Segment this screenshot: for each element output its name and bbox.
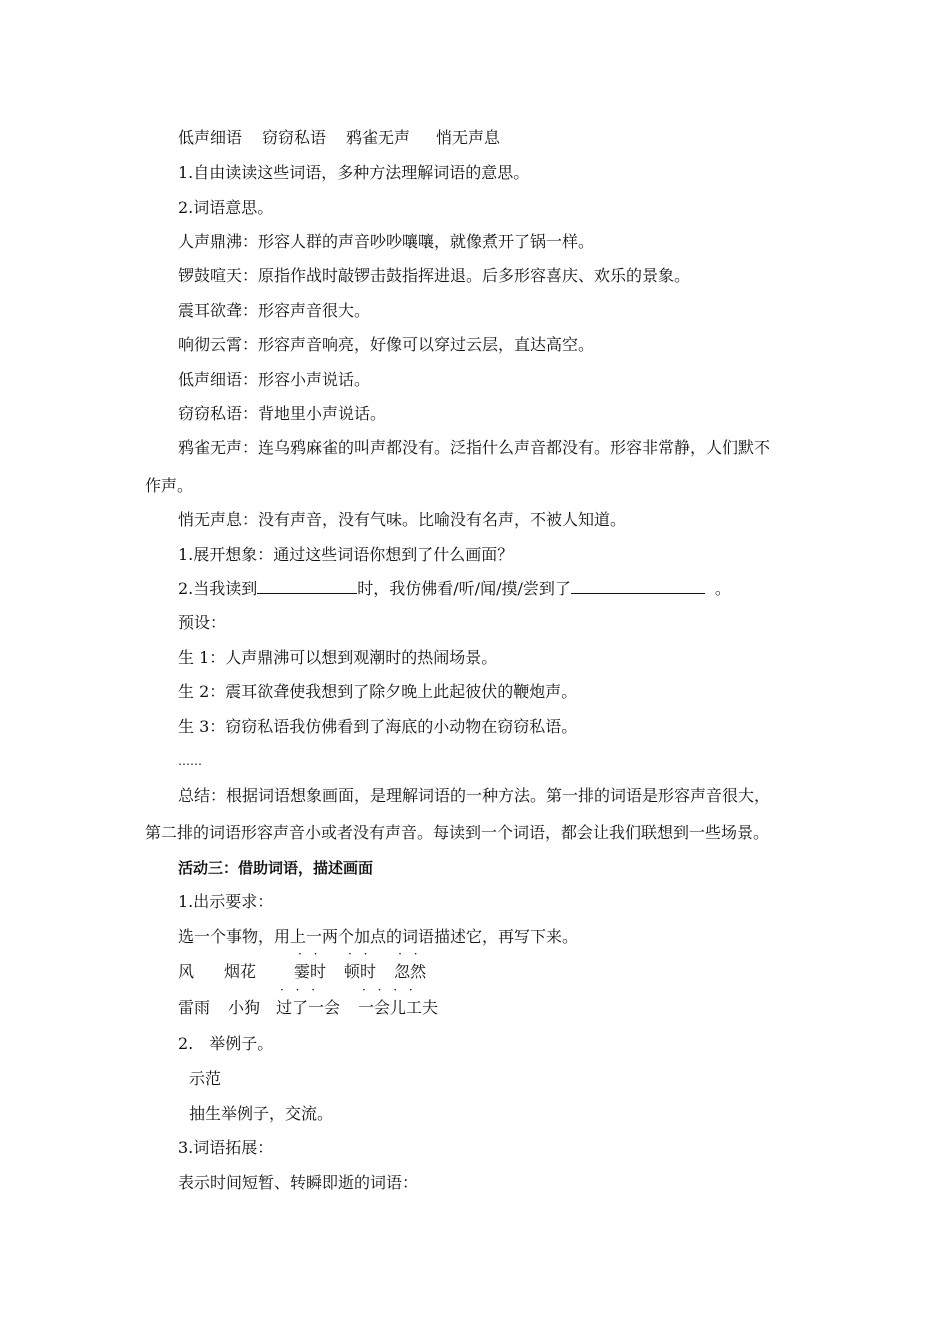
word-row-2 <box>178 998 438 1018</box>
word-list-row <box>178 128 500 148</box>
paragraph: 生 1：人声鼎沸可以想到观潮时的热闹场景。 <box>178 648 498 667</box>
word: 悄无声息 <box>436 128 501 147</box>
dotted-word: · · · 过了一会 <box>276 998 340 1018</box>
paragraph: 2. 举例子。 <box>178 1034 274 1053</box>
ellipsis: …… <box>178 754 202 768</box>
dotted-word: · · · · 一会儿工夫 <box>358 998 438 1018</box>
paragraph: 低声细语：形容小声说话。 <box>178 370 371 389</box>
word: 风 <box>178 962 195 981</box>
sentence-part: 。 <box>714 579 731 598</box>
paragraph: 震耳欲聋：形容声音很大。 <box>178 301 371 320</box>
paragraph: 生 3：窃窃私语我仿佛看到了海底的小动物在窃窃私语。 <box>178 717 578 736</box>
dotted-word: · · 忽然 <box>394 962 426 982</box>
word: 低声细语 <box>178 128 243 147</box>
paragraph: 表示时间短暂、转瞬即逝的词语： <box>178 1173 419 1192</box>
paragraph: 鸦雀无声：连乌鸦麻雀的叫声都没有。泛指什么声音都没有。形容非常静，人们默不 <box>178 438 771 457</box>
dotted-word: · · 霎时 <box>294 962 326 982</box>
blank-line <box>257 579 357 594</box>
paragraph: 窃窃私语：背地里小声说话。 <box>178 404 387 423</box>
paragraph: 抽生举例子，交流。 <box>189 1104 334 1123</box>
sentence-part: 2.当我读到 <box>178 579 258 598</box>
paragraph: 1.展开想象：通过这些词语你想到了什么画面？ <box>178 545 514 564</box>
paragraph: 响彻云霄：形容声音响亮，好像可以穿过云层，直达高空。 <box>178 335 595 354</box>
paragraph: 示范 <box>189 1069 222 1088</box>
section-heading: 活动三：借助词语，描述画面 <box>178 859 374 877</box>
paragraph: 锣鼓喧天：原指作战时敲锣击鼓指挥进退。后多形容喜庆、欢乐的景象。 <box>178 266 691 285</box>
paragraph: 选一个事物，用上一两个加点的词语描述它，再写下来。 <box>178 927 579 946</box>
paragraph-continued: 作声。 <box>145 476 194 495</box>
word: 烟花 <box>224 962 257 981</box>
paragraph: 悄无声息：没有声音，没有气味。比喻没有名声，不被人知道。 <box>178 510 627 529</box>
word: 雷雨 <box>178 998 211 1017</box>
word: 鸦雀无声 <box>346 128 411 147</box>
paragraph-continued: 第二排的词语形容声音小或者没有声音。每读到一个词语，都会让我们联想到一些场景。 <box>145 823 770 842</box>
paragraph: 3.词语拓展： <box>178 1138 274 1157</box>
word: 窃窃私语 <box>262 128 327 147</box>
sentence-part: 时，我仿佛看/听/闻/摸/尝到了 <box>357 579 571 598</box>
paragraph: 总结：根据词语想象画面，是理解词语的一种方法。第一排的词语是形容声音很大， <box>178 786 771 805</box>
dotted-word: · · 顿时 <box>344 962 376 982</box>
paragraph: 1.出示要求： <box>178 892 274 911</box>
blank-line <box>571 579 705 594</box>
fill-in-sentence <box>178 579 731 599</box>
word: 小狗 <box>228 998 261 1017</box>
paragraph: 预设： <box>178 613 227 632</box>
paragraph: 人声鼎沸：形容人群的声音吵吵嚷嚷，就像煮开了锅一样。 <box>178 232 595 251</box>
paragraph: 生 2：震耳欲聋使我想到了除夕晚上此起彼伏的鞭炮声。 <box>178 682 578 701</box>
paragraph: 1.自由读读这些词语，多种方法理解词语的意思。 <box>178 163 530 182</box>
paragraph: 2.词语意思。 <box>178 198 274 217</box>
word-row-1 <box>178 962 426 982</box>
